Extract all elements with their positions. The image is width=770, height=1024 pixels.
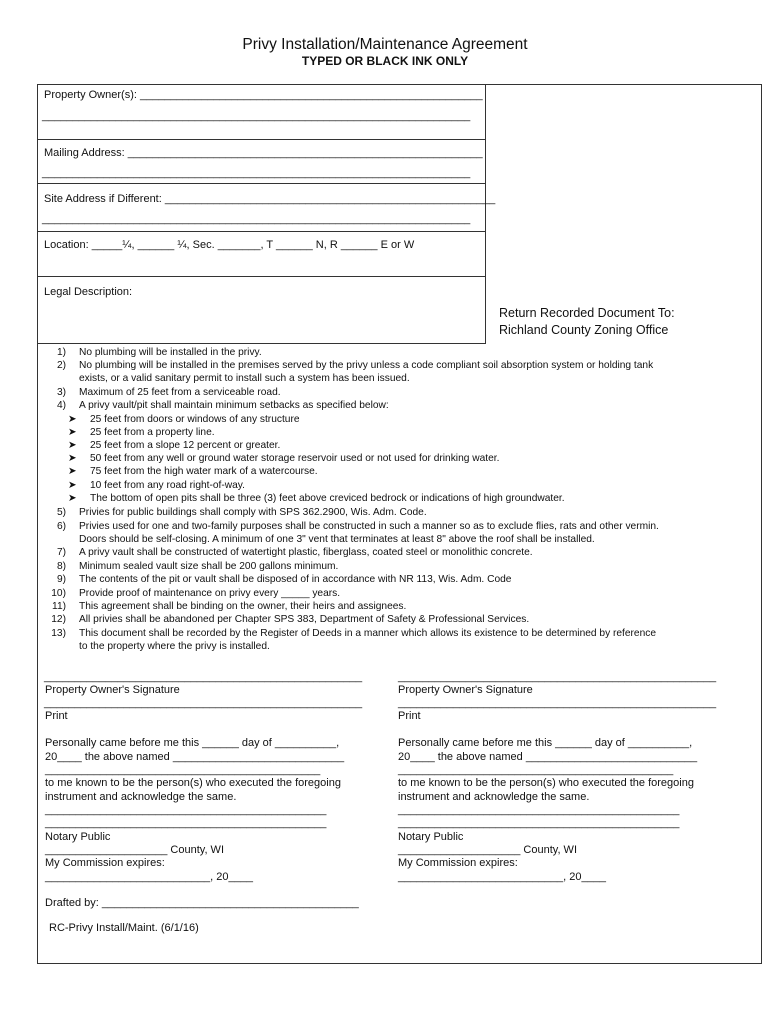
- rule-text: This agreement shall be binding on the owner, their heirs and assignees.: [79, 601, 407, 612]
- print-line[interactable]: ____________________________________________________: [398, 697, 717, 709]
- notary-signature-line[interactable]: ______________________________________________: [45, 804, 327, 816]
- name-line[interactable]: _____________________________________________: [398, 764, 674, 776]
- rule-text-cont: exists, or a valid sanitary permit to install such a system has been issued.: [79, 373, 410, 384]
- print-line[interactable]: ____________________________________________________: [44, 697, 363, 709]
- setback-item: 25 feet from doors or windows of any structure: [90, 414, 300, 425]
- commission-expire-field[interactable]: ___________________________, 20____: [45, 871, 253, 883]
- rule-text: No plumbing will be installed in the premises served by the privy unless a code compliant soil absorption system or holding tank: [79, 360, 654, 371]
- rule-number: 11): [52, 601, 66, 612]
- rule-text-cont: to the property where the privy is installed.: [79, 641, 270, 652]
- setback-item: 25 feet from a slope 12 percent or greater.: [90, 440, 281, 451]
- location-field[interactable]: Location: _____¼, ______ ¼, Sec. _______, T ______ N, R ______ E or W: [44, 239, 415, 251]
- rule-text: A privy vault/pit shall maintain minimum setbacks as specified below:: [79, 400, 389, 411]
- notary-signature-line[interactable]: ______________________________________________: [398, 804, 680, 816]
- rule-number: 8): [56, 561, 66, 572]
- setback-item: 10 feet from any road right-of-way.: [90, 480, 245, 491]
- setback-item: The bottom of open pits shall be three (3) feet above creviced bedrock or indications of high groundwater.: [90, 493, 565, 504]
- rule-number: 6): [56, 521, 66, 532]
- notary-known-text: to me known to be the person(s) who executed the foregoing: [45, 777, 341, 789]
- rule-text: No plumbing will be installed in the privy.: [79, 347, 262, 358]
- rule-number: 3): [56, 387, 66, 398]
- ink-instruction: TYPED OR BLACK INK ONLY: [301, 54, 469, 68]
- print-label: Print: [45, 710, 68, 722]
- property-owner-field[interactable]: Property Owner(s): ________________________________________________________: [44, 89, 483, 101]
- county-field[interactable]: ____________________ County, WI: [45, 844, 224, 856]
- arrow-bullet-icon: ➤: [68, 480, 77, 491]
- rule-number: 2): [56, 360, 66, 371]
- rule-text: Privies for public buildings shall comply with SPS 362.2900, Wis. Adm. Code.: [79, 507, 427, 518]
- site-address-field-2[interactable]: ______________________________________________________________________: [42, 213, 471, 225]
- commission-expire-field[interactable]: ___________________________, 20____: [398, 871, 606, 883]
- divider: [37, 276, 485, 277]
- notary-instrument-text: instrument and acknowledge the same.: [398, 791, 590, 803]
- notary-above-named[interactable]: 20____ the above named ____________________________: [398, 751, 698, 763]
- form-code: RC-Privy Install/Maint. (6/1/16): [49, 922, 199, 934]
- return-to-label: Return Recorded Document To:: [499, 306, 675, 320]
- arrow-bullet-icon: ➤: [68, 414, 77, 425]
- divider: [37, 231, 485, 232]
- rule-number: 10): [51, 588, 66, 599]
- rule-text: All privies shall be abandoned per Chapter SPS 383, Department of Safety & Professional Services.: [79, 614, 530, 625]
- owner-signature-label: Property Owner's Signature: [45, 684, 180, 696]
- signature-line[interactable]: ____________________________________________________: [398, 671, 717, 683]
- rule-text: This document shall be recorded by the Register of Deeds in a manner which allows its existence to be determined by reference: [79, 628, 657, 639]
- county-field[interactable]: ____________________ County, WI: [398, 844, 577, 856]
- notary-signature-line-2[interactable]: ______________________________________________: [45, 817, 327, 829]
- notary-public-label: Notary Public: [398, 831, 464, 843]
- arrow-bullet-icon: ➤: [68, 427, 77, 438]
- notary-above-named[interactable]: 20____ the above named ____________________________: [45, 751, 345, 763]
- signature-line[interactable]: ____________________________________________________: [44, 671, 363, 683]
- arrow-bullet-icon: ➤: [68, 493, 77, 504]
- mailing-address-field-2[interactable]: ______________________________________________________________________: [42, 167, 471, 179]
- property-owner-field-2[interactable]: ______________________________________________________________________: [42, 110, 471, 122]
- name-line[interactable]: _____________________________________________: [45, 764, 321, 776]
- setback-item: 25 feet from a property line.: [90, 427, 215, 438]
- rule-text: Minimum sealed vault size shall be 200 gallons minimum.: [79, 561, 339, 572]
- site-address-field[interactable]: Site Address if Different: ______________________________________________________: [44, 193, 496, 205]
- rule-text-cont: Doors should be self-closing. A minimum of one 3" vent that terminates at least 8" above the roof shall be installed.: [79, 534, 595, 545]
- rule-number: 12): [51, 614, 66, 625]
- rule-text: Maximum of 25 feet from a serviceable road.: [79, 387, 281, 398]
- arrow-bullet-icon: ➤: [68, 466, 77, 477]
- rule-text: The contents of the pit or vault shall be disposed of in accordance with NR 113, Wis. Adm. Code: [79, 574, 512, 585]
- return-to-office: Richland County Zoning Office: [499, 323, 669, 337]
- divider: [37, 139, 485, 140]
- commission-label: My Commission expires:: [398, 857, 518, 869]
- divider: [37, 183, 485, 184]
- rule-number: 1): [56, 347, 66, 358]
- page-title: Privy Installation/Maintenance Agreement: [242, 36, 528, 53]
- rule-number: 5): [56, 507, 66, 518]
- commission-label: My Commission expires:: [45, 857, 165, 869]
- setback-item: 75 feet from the high water mark of a watercourse.: [90, 466, 318, 477]
- rule-number: 4): [56, 400, 66, 411]
- rule-number: 13): [51, 628, 66, 639]
- notary-instrument-text: instrument and acknowledge the same.: [45, 791, 237, 803]
- arrow-bullet-icon: ➤: [68, 440, 77, 451]
- rule-number: 7): [56, 547, 66, 558]
- notary-known-text: to me known to be the person(s) who executed the foregoing: [398, 777, 694, 789]
- rule-number: 9): [56, 574, 66, 585]
- arrow-bullet-icon: ➤: [68, 453, 77, 464]
- setback-item: 50 feet from any well or ground water storage reservoir used or not used for drinking water.: [90, 453, 500, 464]
- notary-signature-line-2[interactable]: ______________________________________________: [398, 817, 680, 829]
- owner-signature-label: Property Owner's Signature: [398, 684, 533, 696]
- notary-came-before: Personally came before me this ______ day of __________,: [398, 737, 693, 749]
- rule-text: Provide proof of maintenance on privy every _____ years.: [79, 588, 341, 599]
- notary-came-before: Personally came before me this ______ day of __________,: [45, 737, 340, 749]
- rule-text: A privy vault shall be constructed of watertight plastic, fiberglass, coated steel or monolithic concrete.: [79, 547, 533, 558]
- rule-text: Privies used for one and two-family purposes shall be constructed in such a manner so as to exclude flies, rats and other vermin.: [79, 521, 659, 532]
- notary-public-label: Notary Public: [45, 831, 111, 843]
- drafted-by-field[interactable]: Drafted by: __________________________________________: [45, 897, 359, 909]
- legal-description-label: Legal Description:: [44, 286, 133, 298]
- mailing-address-field[interactable]: Mailing Address: __________________________________________________________: [44, 147, 483, 159]
- print-label: Print: [398, 710, 421, 722]
